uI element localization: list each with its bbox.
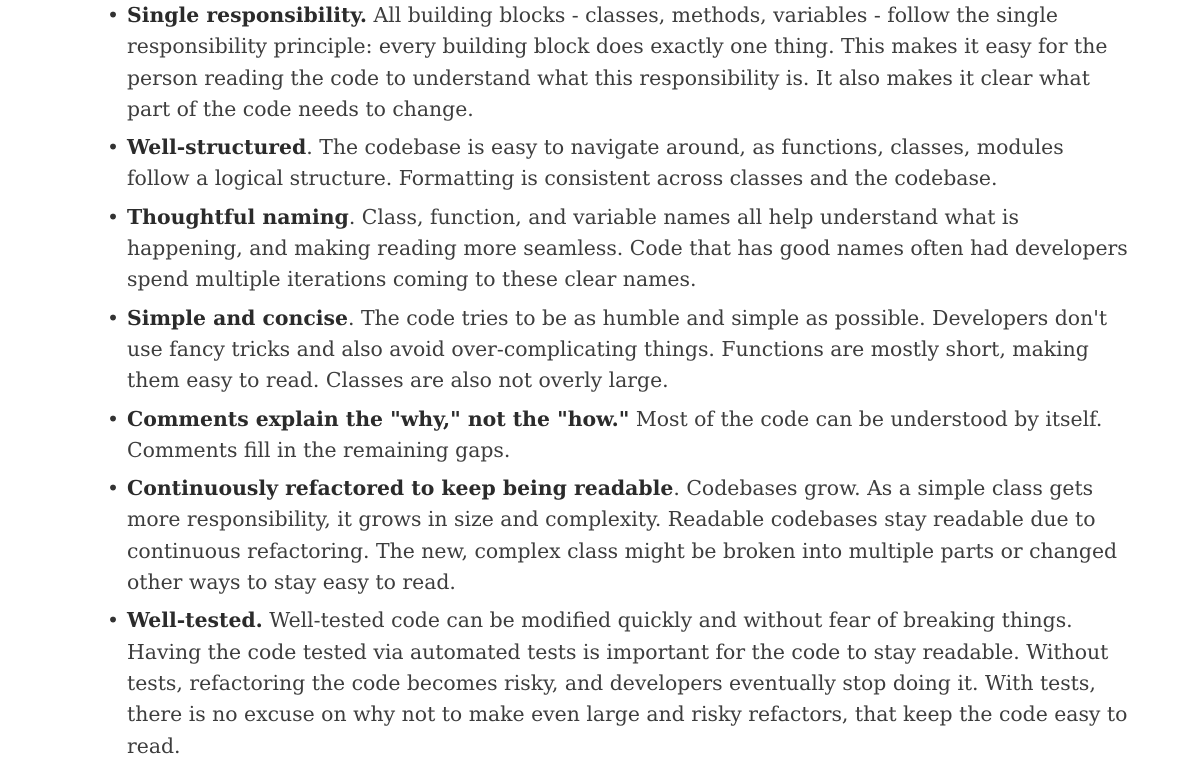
item-body: All building blocks - classes, methods, variables - follow the single responsibility principle: every building block does exactly one thing. This makes it easy for the person reading the code to understand what this responsibility is. It also makes it clear what part of the code needs to change. xyxy=(127,3,1108,121)
item-title: Comments explain the "why," not the "how." xyxy=(127,406,630,431)
item-title: Well-tested. xyxy=(127,608,263,633)
bullet-icon: • xyxy=(107,3,120,27)
item-title: Thoughtful naming xyxy=(127,204,349,229)
bullet-icon: • xyxy=(107,305,120,330)
list-item-simple-and-concise xyxy=(0,303,1200,397)
list-item-comments xyxy=(0,404,1200,467)
item-title: Well-structured xyxy=(127,135,307,160)
bullet-icon: • xyxy=(107,204,120,229)
item-title: Continuously refactored to keep being readable xyxy=(127,476,674,501)
item-title: Single responsibility. xyxy=(127,3,367,27)
bullet-icon: • xyxy=(107,406,120,431)
bullet-icon: • xyxy=(107,608,120,633)
bullet-icon: • xyxy=(107,135,120,160)
list-item-single-responsibility xyxy=(0,0,1200,125)
item-body: . Codebases grow. As a simple class gets more responsibility, it grows in size and complexity. Readable codebases stay readable due to continuous refactoring. The new, complex class might be broken into multiple parts or changed other ways to stay easy to read. xyxy=(127,476,1118,595)
bullet-icon: • xyxy=(107,476,120,501)
item-body: Most of the code can be understood by itself. Comments fill in the remaining gaps. xyxy=(127,406,1103,462)
item-body: . The codebase is easy to navigate around, as functions, classes, modules follow a logical structure. Formatting is consistent across classes and the codebase. xyxy=(127,135,1064,191)
list-item-continuously-refactored xyxy=(0,473,1200,598)
item-body: Well-tested code can be modified quickly and without fear of breaking things. Having the code tested via automated tests is important for the code to stay readable. Without tests, refactoring the code becomes risky, and developers eventually stop doing it. With tests, there is no excuse on why not to make even large and risky refactors, that keep the code easy to read. xyxy=(127,608,1128,758)
list-item-thoughtful-naming xyxy=(0,202,1200,296)
item-title: Simple and concise xyxy=(127,305,348,330)
list-item-well-structured xyxy=(0,132,1200,195)
item-body: . Class, function, and variable names all help understand what is happening, and making reading more seamless. Code that has good names often had developers spend multiple iterations coming to these clear names. xyxy=(127,204,1128,292)
list-item-well-tested xyxy=(0,605,1200,761)
item-body: . The code tries to be as humble and simple as possible. Developers don't use fancy tricks and also avoid over-complicating things. Functions are mostly short, making them easy to read. Classes are also not overly large. xyxy=(127,305,1108,393)
